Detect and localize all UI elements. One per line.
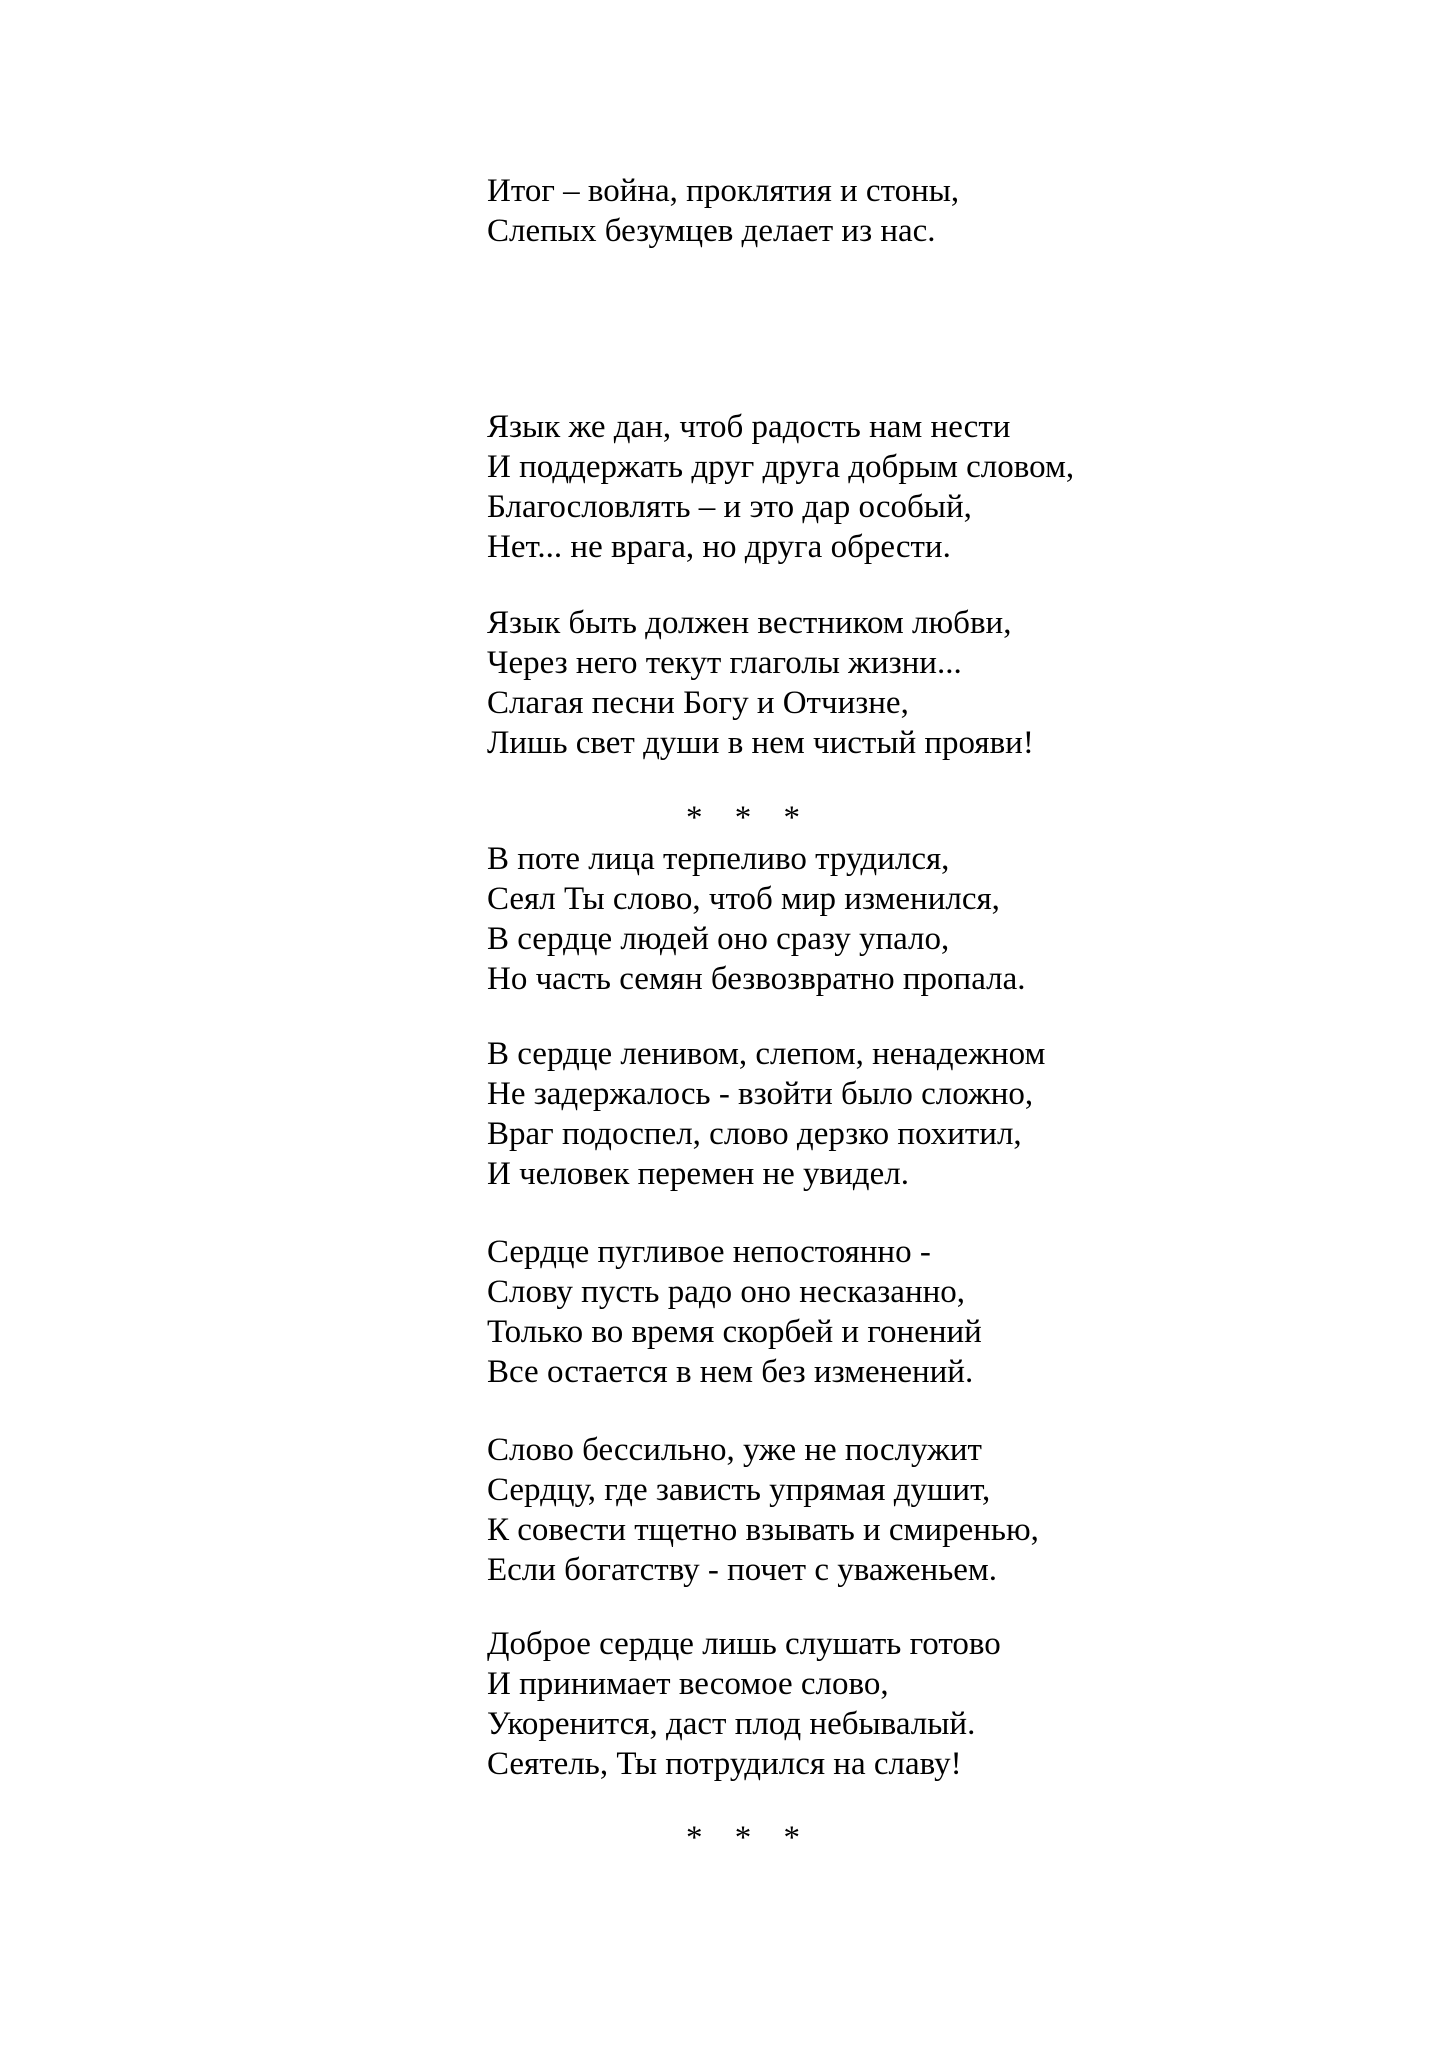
poem-line: Слово бессильно, уже не послужит bbox=[487, 1432, 982, 1468]
section-separator: * * * bbox=[686, 1820, 812, 1856]
poem-line: Не задержалось - взойти было сложно, bbox=[487, 1076, 1034, 1112]
poem-line: В поте лица терпеливо трудился, bbox=[487, 841, 950, 877]
poem-line: И принимает весомое слово, bbox=[487, 1666, 889, 1702]
poem-line: Слепых безумцев делает из нас. bbox=[487, 213, 936, 249]
poem-line: Язык же дан, чтоб радость нам нести bbox=[487, 409, 1011, 445]
poem-line: И поддержать друг друга добрым словом, bbox=[487, 449, 1075, 485]
poem-line: В сердце людей оно сразу упало, bbox=[487, 921, 950, 957]
poem-line: В сердце ленивом, слепом, ненадежном bbox=[487, 1036, 1046, 1072]
poem-line: К совести тщетно взывать и смиренью, bbox=[487, 1512, 1039, 1548]
poem-line: Сеятель, Ты потрудился на славу! bbox=[487, 1746, 962, 1782]
poem-line: Благословлять – и это дар особый, bbox=[487, 489, 972, 525]
poem-line: Через него текут глаголы жизни... bbox=[487, 645, 962, 681]
poem-line: Только во время скорбей и гонений bbox=[487, 1314, 982, 1350]
poem-line: И человек перемен не увидел. bbox=[487, 1156, 909, 1192]
poem-line: Слову пусть радо оно несказанно, bbox=[487, 1274, 966, 1310]
poem-line: Нет... не врага, но друга обрести. bbox=[487, 529, 951, 565]
poem-line: Доброе сердце лишь слушать готово bbox=[487, 1626, 1001, 1662]
poem-line: Итог – война, проклятия и стоны, bbox=[487, 173, 960, 209]
poem-line: Все остается в нем без изменений. bbox=[487, 1354, 974, 1390]
poem-line: Если богатству - почет с уваженьем. bbox=[487, 1552, 998, 1588]
poem-line: Лишь свет души в нем чистый прояви! bbox=[487, 725, 1034, 761]
poem-line: Слагая песни Богу и Отчизне, bbox=[487, 685, 909, 721]
poem-line: Но часть семян безвозвратно пропала. bbox=[487, 961, 1026, 997]
poem-line: Сердце пугливое непостоянно - bbox=[487, 1234, 931, 1270]
poem-line: Сердцу, где зависть упрямая душит, bbox=[487, 1472, 991, 1508]
section-separator: * * * bbox=[686, 800, 812, 836]
poem-line: Сеял Ты слово, чтоб мир изменился, bbox=[487, 881, 1000, 917]
poem-line: Враг подоспел, слово дерзко похитил, bbox=[487, 1116, 1022, 1152]
poem-line: Язык быть должен вестником любви, bbox=[487, 605, 1012, 641]
poem-line: Укоренится, даст плод небывалый. bbox=[487, 1706, 976, 1742]
